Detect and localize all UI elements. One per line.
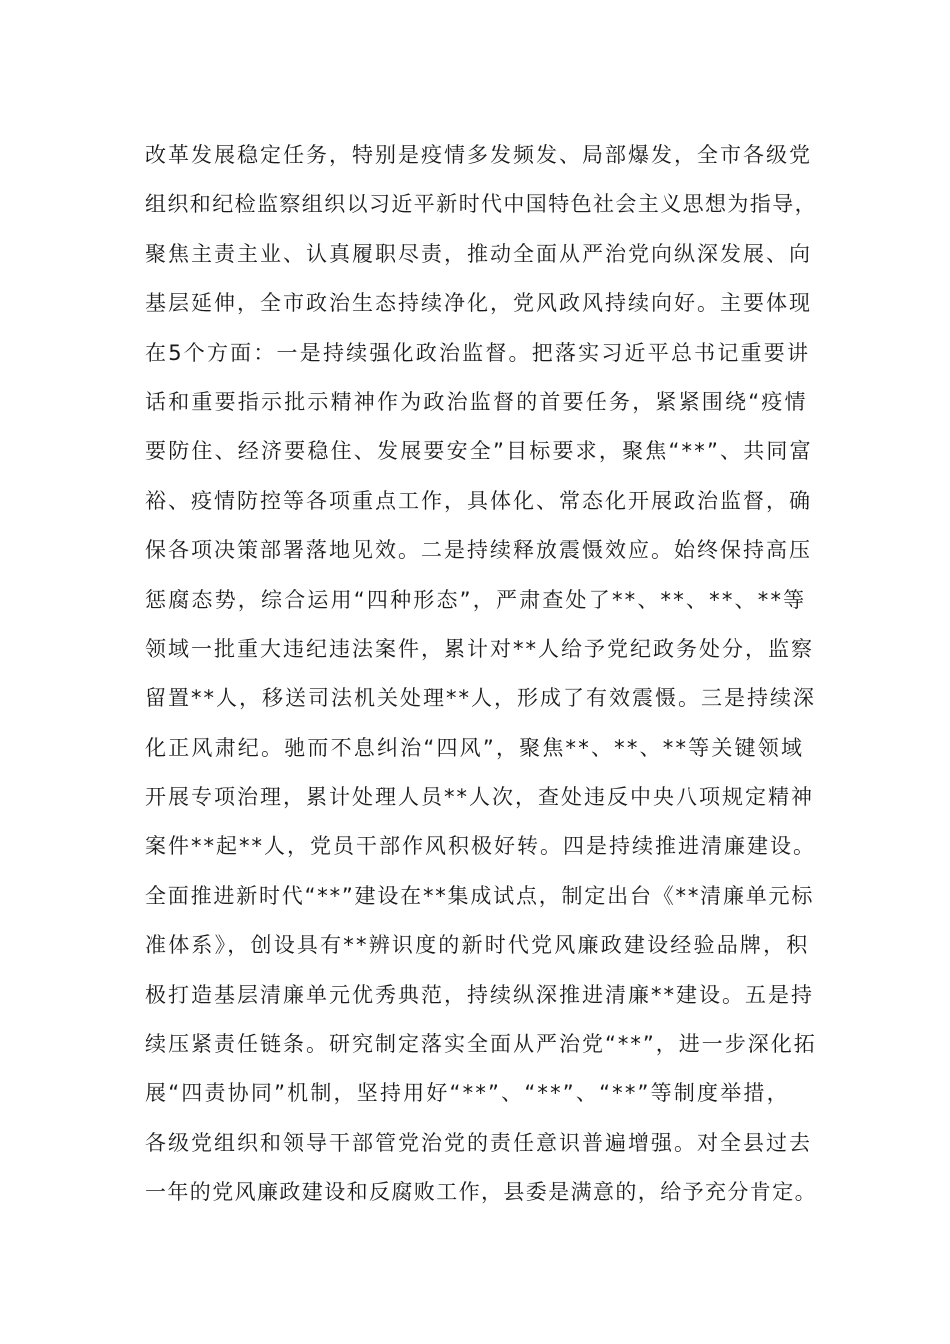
text-line: 一年的党风廉政建设和反腐败工作，县委是满意的，给予充分肯定。 (145, 1180, 817, 1205)
text-line: 极打造基层清廉单元优秀典范，持续纵深推进清廉**建设。五是持 (145, 982, 814, 1007)
text-line: 化正风肃纪。驰而不息纠治“四风”，聚焦**、**、**等关键领域 (145, 735, 805, 760)
text-line: 留置**人，移送司法机关处理**人，形成了有效震慑。三是持续深 (145, 686, 816, 711)
text-line: 聚焦主责主业、认真履职尽责，推动全面从严治党向纵深发展、向 (145, 241, 812, 266)
text-line: 展“四责协同”机制，坚持用好“**”、“**”、“**”等制度举措， (145, 1081, 790, 1106)
text-line: 组织和纪检监察组织以习近平新时代中国特色社会主义思想为指导， (145, 192, 817, 217)
text-line: 全面推进新时代“**”建设在**集成试点，制定出台《**清廉单元标 (145, 883, 815, 908)
text-line: 改革发展稳定任务，特别是疫情多发频发、局部爆发，全市各级党 (145, 143, 812, 167)
text-line: 各级党组织和领导干部管党治党的责任意识普遍增强。对全县过去 (145, 1130, 812, 1155)
text-line: 开展专项治理，累计处理人员**人次，查处违反中央八项规定精神 (145, 785, 814, 810)
text-line: 话和重要指示批示精神作为政治监督的首要任务，紧紧围绕“疫情 (145, 389, 808, 414)
text-line: 案件**起**人，党员干部作风积极好转。四是持续推进清廉建设。 (145, 834, 816, 859)
text-line: 保各项决策部署落地见效。二是持续释放震慑效应。始终保持高压 (145, 538, 812, 563)
text-line: 惩腐态势，综合运用“四种形态”，严肃查处了**、**、**、**等 (145, 587, 807, 612)
text-line: 续压紧责任链条。研究制定落实全面从严治党“**”，进一步深化拓 (145, 1032, 817, 1057)
text-line: 基层延伸，全市政治生态持续净化，党风政风持续向好。主要体现 (145, 291, 812, 316)
text-line: 准体系》，创设具有**辨识度的新时代党风廉政建设经验品牌，积 (145, 933, 810, 958)
text-line: 要防住、经济要稳住、发展要安全”目标要求，聚焦“**”、共同富 (145, 439, 813, 464)
text-line: 裕、疫情防控等各项重点工作，具体化、常态化开展政治监督，确 (145, 488, 812, 513)
body-text (145, 131, 815, 1218)
text-line: 领域一批重大违纪违法案件，累计对**人给予党纪政务处分，监察 (145, 636, 814, 661)
text-line: 在5个方面：一是持续强化政治监督。把落实习近平总书记重要讲 (145, 340, 811, 365)
